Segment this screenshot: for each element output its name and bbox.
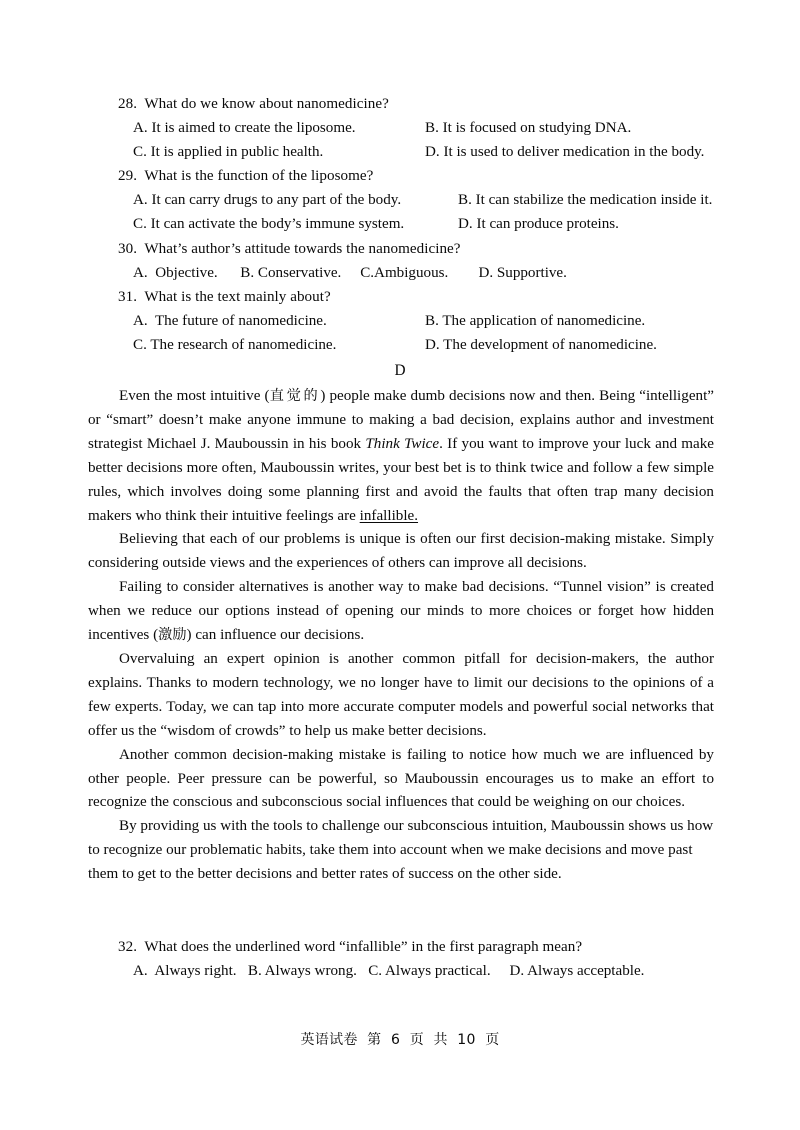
question-29-option-a[interactable]: A. It can carry drugs to any part of the body.	[133, 192, 402, 209]
question-30-options-inline[interactable]: A. Objective. B. Conservative. C.Ambiguous. D. Supportive.	[133, 264, 567, 281]
chinese-gloss: 激励	[158, 627, 187, 644]
question-28-option-b[interactable]: B. It is focused on studying DNA.	[425, 120, 632, 137]
question-28-option-c[interactable]: C. It is applied in public health.	[133, 144, 324, 161]
question-31-options	[118, 309, 718, 357]
option-row	[133, 959, 718, 983]
question-28-stem: 28. What do we know about nanomedicine?	[118, 96, 389, 112]
passage-paragraph-4: Overvaluing an expert opinion is another common pitfall for decision-makers, the author explains. Thanks to modern technology, we no longer have to limit our decisions to the opinions of a few experts. Today, we can tap into more accurate computer models and powerful social networks that offer us the “wisdom of crowds” to help us make better decisions.	[88, 650, 714, 739]
question-32	[118, 935, 718, 983]
question-29-stem: 29. What is the function of the liposome?	[118, 168, 374, 185]
option-row	[133, 261, 718, 285]
chinese-gloss: 直觉的	[269, 388, 321, 404]
option-row	[133, 212, 718, 236]
option-row	[133, 309, 718, 333]
underlined-word: infallible.	[359, 507, 419, 524]
question-31-option-a[interactable]: A. The future of nanomedicine.	[133, 312, 327, 329]
question-32-options-inline[interactable]: A. Always right. B. Always wrong. C. Always practical. D. Always acceptable.	[133, 963, 645, 980]
question-28	[118, 92, 718, 164]
question-28-options	[118, 116, 718, 164]
reading-passage	[88, 385, 714, 887]
passage-paragraph-5: Another common decision-making mistake is failing to notice how much we are influenced by other people. Peer pressure can be powerful, so Mauboussin encourages us to make an effort to recognize the conscious and subconscious social influences that could be weighing on our choices.	[88, 746, 714, 811]
book-title: Think Twice	[365, 435, 440, 452]
question-30	[118, 237, 718, 285]
question-29	[118, 164, 718, 236]
question-32-options	[118, 959, 718, 983]
question-29-option-b[interactable]: B. It can stabilize the medication inside it.	[458, 192, 713, 209]
question-31-stem: 31. What is the text mainly about?	[118, 288, 331, 305]
question-31	[118, 285, 718, 357]
question-30-stem: 30. What’s author’s attitude towards the nanomedicine?	[118, 240, 461, 257]
page-footer: 英语试卷 第 6 页 共 10 页	[300, 1032, 500, 1048]
question-29-option-c[interactable]: C. It can activate the body’s immune system.	[133, 216, 405, 233]
question-30-options	[118, 261, 718, 285]
question-list-top	[118, 92, 718, 357]
option-row	[133, 116, 718, 140]
question-31-option-d[interactable]: D. The development of nanomedicine.	[425, 336, 657, 353]
passage-paragraph-3: Failing to consider alternatives is another way to make bad decisions. “Tunnel vision” is created when we reduce our options instead of opening our minds to more choices or forget how hidden incentives (激励) can influence our decisions.	[88, 579, 714, 644]
option-row	[133, 140, 718, 164]
question-28-option-d[interactable]: D. It is used to deliver medication in the body.	[425, 144, 705, 161]
option-row	[133, 333, 718, 357]
section-letter: D	[394, 362, 406, 379]
passage-paragraph-6: By providing us with the tools to challenge our subconscious intuition, Mauboussin shows us how to recognize our problematic habits, take them into account when we make decisions and move past them to get to the better decisions and better rates of success on the other side.	[88, 818, 714, 883]
question-31-option-c[interactable]: C. The research of nanomedicine.	[133, 336, 337, 353]
passage-paragraph-2: Believing that each of our problems is unique is often our first decision-making mistake. Simply considering outside views and the experiences of others can improve all decisions.	[88, 531, 714, 572]
question-29-options	[118, 188, 718, 236]
passage-paragraph-1: Even the most intuitive (直觉的) people make dumb decisions now and then. Being “intelligent” or “smart” doesn’t make anyone immune to making a bad decision, explains author and investment strategist Michael J. Mauboussin in his book Think Twice. If you want to improve your luck and make better decisions more often, Mauboussin writes, your best bet is to think twice and follow a few simple rules, which involves doing some planning first and avoid the faults that often trap many decision makers who think their intuitive feelings are infallible.	[88, 388, 715, 524]
option-row	[133, 188, 718, 212]
question-28-option-a[interactable]: A. It is aimed to create the liposome.	[133, 120, 356, 137]
question-32-stem: 32. What does the underlined word “infallible” in the first paragraph mean?	[118, 939, 583, 955]
question-29-option-d[interactable]: D. It can produce proteins.	[458, 216, 619, 233]
question-31-option-b[interactable]: B. The application of nanomedicine.	[425, 312, 646, 329]
question-list-bottom	[118, 935, 718, 983]
